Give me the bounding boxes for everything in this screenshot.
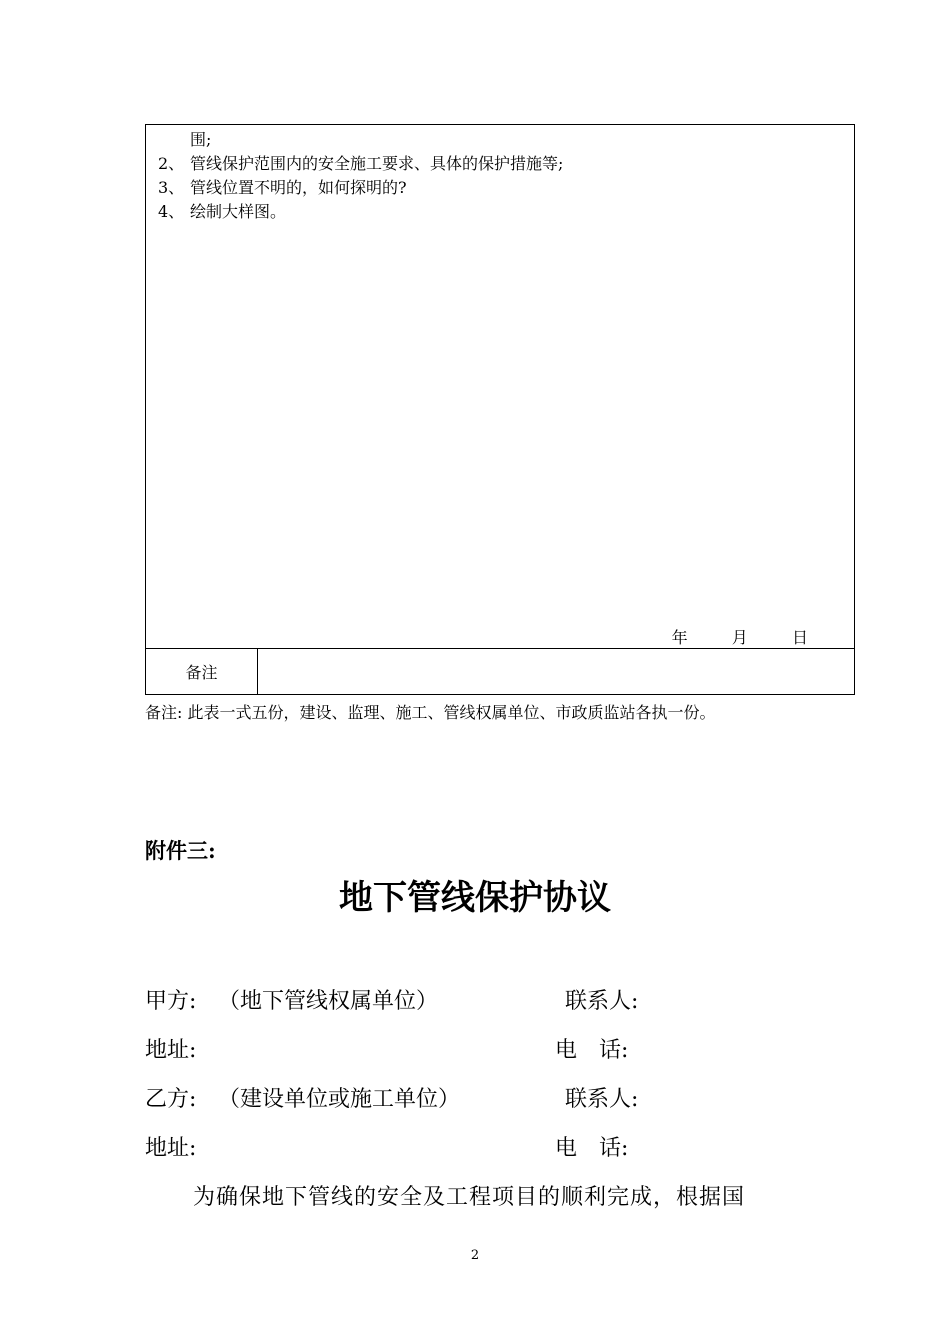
measures-cell bbox=[146, 125, 854, 649]
item-number: 4、 bbox=[158, 202, 185, 221]
party-a-phone-label: 电 话: bbox=[555, 1038, 629, 1063]
party-b-phone-label: 电 话: bbox=[555, 1136, 629, 1161]
date-day: 日 bbox=[791, 628, 808, 647]
item-text: 管线位置不明的，如何探明的? bbox=[190, 178, 407, 197]
party-b-address-label: 地址: bbox=[145, 1136, 197, 1161]
item-number: 3、 bbox=[158, 178, 185, 197]
annex-label: 附件三: bbox=[145, 838, 216, 863]
item-text: 绘制大样图。 bbox=[190, 202, 287, 221]
party-a-label: 甲方: bbox=[145, 989, 197, 1014]
table-footnote: 备注: 此表一式五份，建设、监理、施工、管线权属单位、市政质监站各执一份。 bbox=[145, 703, 716, 722]
item-text: 围; bbox=[190, 130, 212, 149]
date-line bbox=[672, 625, 808, 648]
pipeline-form-table bbox=[145, 124, 855, 695]
party-b-name: （建设单位或施工单位） bbox=[218, 1087, 461, 1112]
agreement-paragraph: 为确保地下管线的安全及工程项目的顺利完成，根据国 bbox=[193, 1185, 746, 1210]
party-a-name: （地下管线权属单位） bbox=[218, 989, 439, 1014]
party-b-label: 乙方: bbox=[145, 1087, 197, 1112]
remark-row bbox=[146, 648, 854, 694]
page-number: 2 bbox=[470, 1248, 480, 1263]
item-number: 2、 bbox=[158, 154, 185, 173]
party-b-contact-label: 联系人: bbox=[565, 1087, 639, 1112]
party-a-contact-label: 联系人: bbox=[565, 989, 639, 1014]
item-text: 管线保护范围内的安全施工要求、具体的保护措施等; bbox=[190, 154, 564, 173]
remark-label: 备注 bbox=[146, 648, 258, 694]
page-title: 地下管线保护协议 bbox=[339, 878, 611, 918]
party-a-address-label: 地址: bbox=[145, 1038, 197, 1063]
date-year: 年 bbox=[671, 628, 688, 647]
date-month: 月 bbox=[731, 628, 748, 647]
